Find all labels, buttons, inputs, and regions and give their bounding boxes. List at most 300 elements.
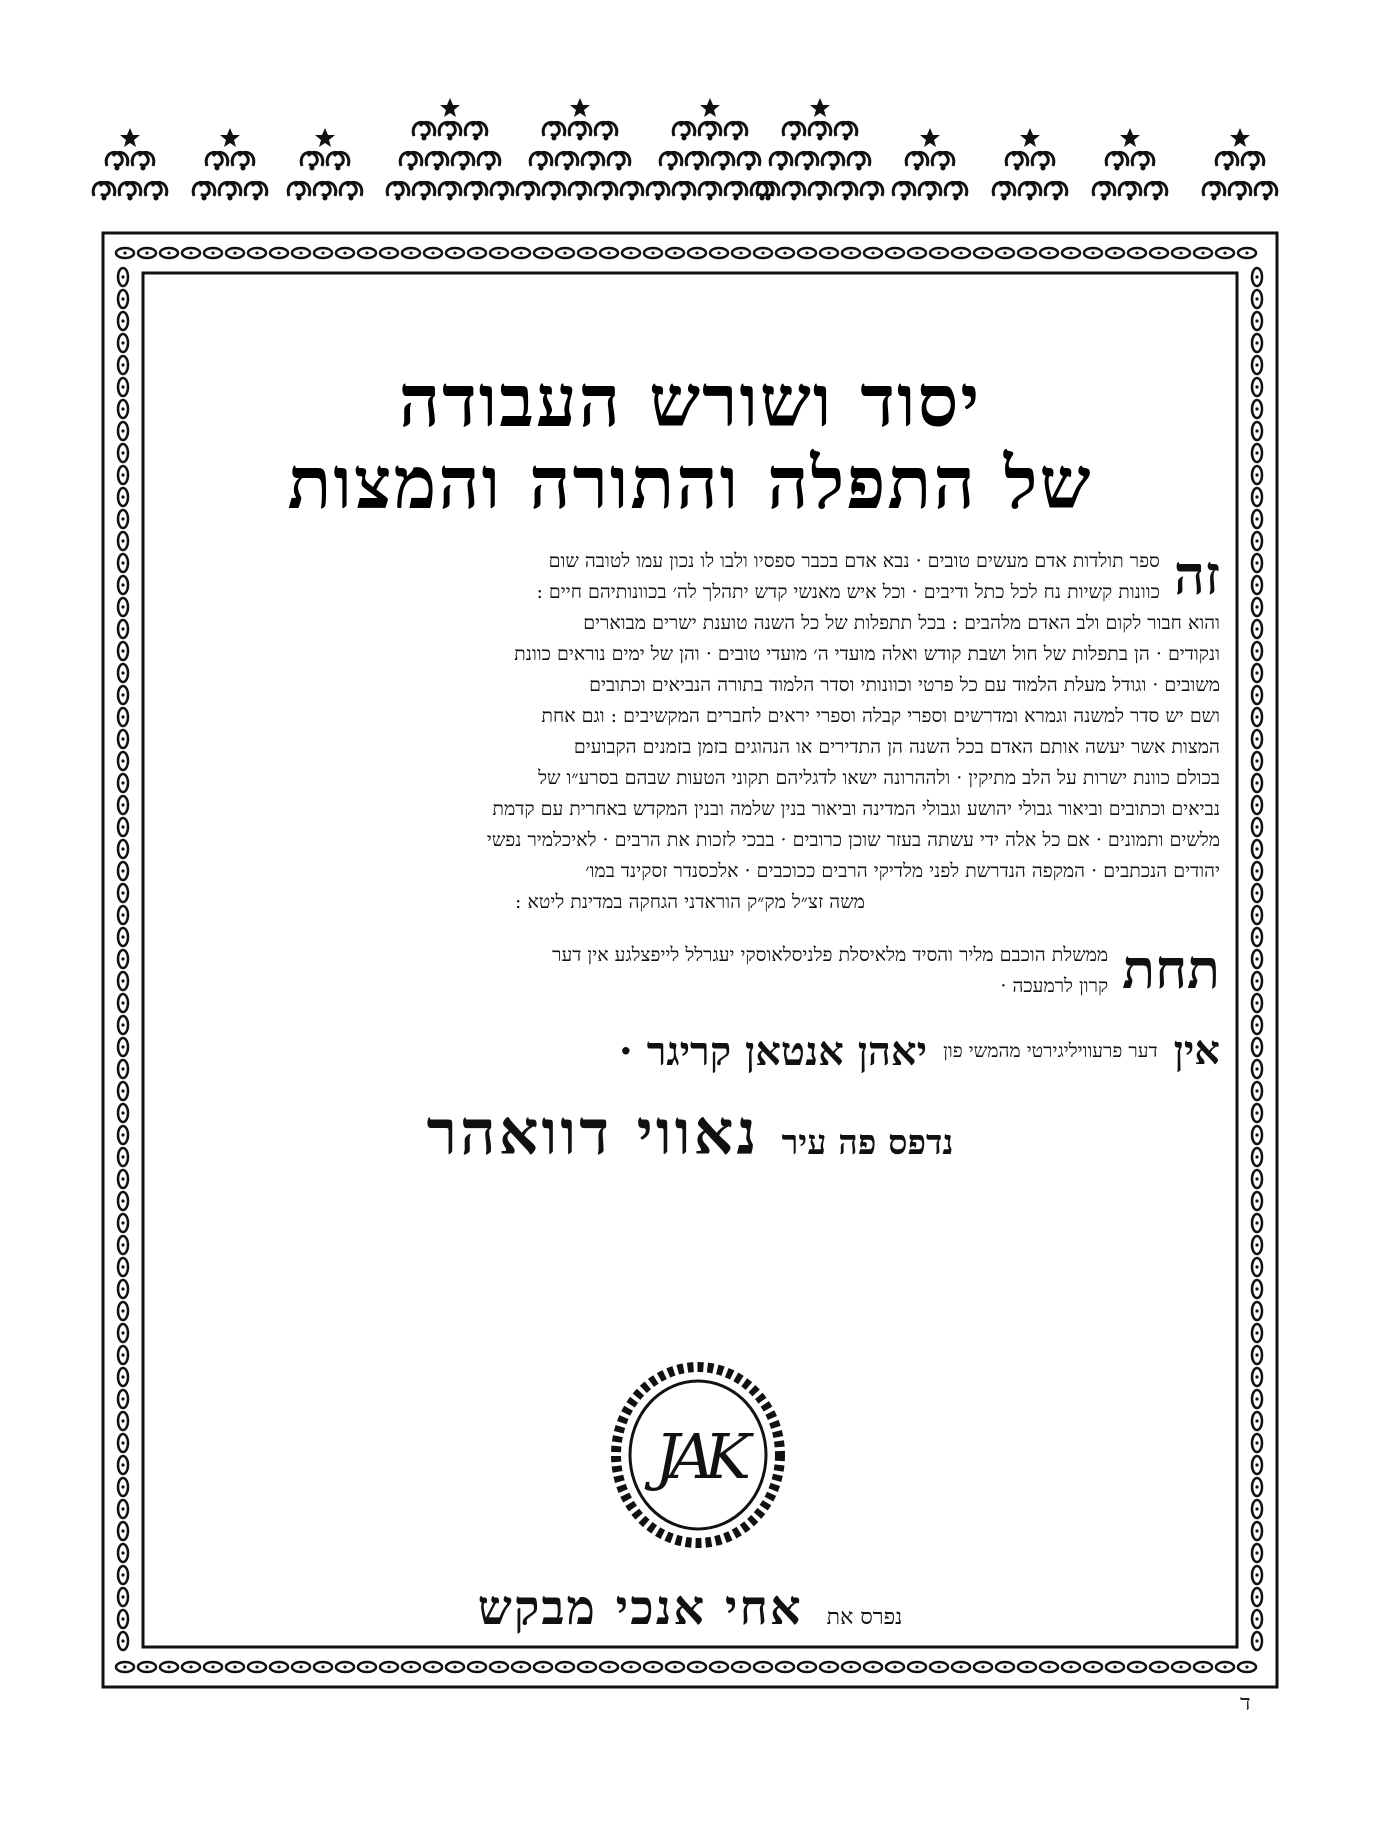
chain-dot <box>1255 319 1258 322</box>
scroll-flourish <box>301 152 323 170</box>
chain-dot <box>1255 891 1258 894</box>
chain-dot <box>1201 251 1204 254</box>
intro-line: כוונות קשיות נח לכל כתל ודיבים · וכל איש מאנשי קדש יתהלך לה׳ בכוונותיהם חיים : <box>536 581 1160 604</box>
chain-dot <box>167 251 170 254</box>
chain-dot <box>121 649 124 652</box>
chain-dot <box>121 275 124 278</box>
chain-dot <box>695 1665 698 1668</box>
signature-mark: ד <box>1240 1691 1251 1716</box>
intro-line: בכולם כוונת ישרות על הלב מתיקין · ולההרונה ישאו לדגליהם תקוני הטעות שבהם בסרע״ו של <box>538 767 1220 790</box>
publisher-initial-word: אין <box>1173 1027 1220 1075</box>
chain-dot <box>1255 1375 1258 1378</box>
chain-dot <box>1255 869 1258 872</box>
colophon-small-text: נפרס את <box>826 1605 903 1630</box>
chain-dot <box>739 1665 742 1668</box>
chain-dot <box>1255 1177 1258 1180</box>
chain-dot <box>145 251 148 254</box>
scroll-flourish <box>1216 152 1238 170</box>
chain-dot <box>849 1665 852 1668</box>
scroll-flourish <box>1242 152 1264 170</box>
chain-dot <box>585 1665 588 1668</box>
scroll-flourish <box>686 152 708 170</box>
chain-dot <box>189 251 192 254</box>
chain-dot <box>1255 715 1258 718</box>
scroll-flourish <box>1045 182 1067 200</box>
chain-dot <box>1255 1221 1258 1224</box>
chain-dot <box>121 407 124 410</box>
chain-dot <box>121 297 124 300</box>
chain-dot <box>673 1665 676 1668</box>
dedication-line: קרון לרמעכה · <box>1000 975 1109 998</box>
chain-dot <box>121 627 124 630</box>
chain-dot <box>321 251 324 254</box>
star-ornament <box>810 98 830 117</box>
scroll-flourish <box>595 182 617 200</box>
star-ornament <box>570 98 590 117</box>
chain-dot <box>145 1665 148 1668</box>
scroll-flourish <box>543 182 565 200</box>
chain-dot <box>121 1463 124 1466</box>
title-line-1: יסוד ושורש העבודה <box>398 358 982 443</box>
chain-dot <box>519 251 522 254</box>
chain-dot <box>453 251 456 254</box>
chain-dot <box>1255 1617 1258 1620</box>
scroll-flourish <box>106 152 128 170</box>
printed-city: נאווי דוואהר <box>426 1096 760 1170</box>
chain-dot <box>1135 1665 1138 1668</box>
chain-dot <box>121 715 124 718</box>
chain-dot <box>121 693 124 696</box>
chain-dot <box>1255 517 1258 520</box>
chain-dot <box>121 583 124 586</box>
chain-dot <box>121 517 124 520</box>
chain-dot <box>121 1331 124 1334</box>
chain-dot <box>1255 1419 1258 1422</box>
chain-dot <box>121 1155 124 1158</box>
chain-dot <box>959 251 962 254</box>
chain-dot <box>1255 913 1258 916</box>
chain-dot <box>475 1665 478 1668</box>
chain-dot <box>121 1177 124 1180</box>
scroll-flourish <box>465 122 487 140</box>
scroll-flourish <box>439 122 461 140</box>
chain-dot <box>1255 1155 1258 1158</box>
chain-dot <box>849 251 852 254</box>
scroll-flourish <box>738 152 760 170</box>
scroll-flourish <box>193 182 215 200</box>
chain-dot <box>1255 1639 1258 1642</box>
chain-dot <box>1255 451 1258 454</box>
chain-dot <box>453 1665 456 1668</box>
star-ornament <box>120 128 140 147</box>
chain-dot <box>1135 251 1138 254</box>
chain-dot <box>1255 1485 1258 1488</box>
chain-dot <box>121 847 124 850</box>
chain-dot <box>121 1419 124 1422</box>
crown-ornament <box>70 40 1330 230</box>
chain-dot <box>783 251 786 254</box>
scroll-flourish <box>569 182 591 200</box>
scroll-flourish <box>725 182 747 200</box>
scroll-flourish <box>621 182 643 200</box>
chain-dot <box>805 1665 808 1668</box>
star-ornament <box>700 98 720 117</box>
star-ornament <box>1020 128 1040 147</box>
chain-dot <box>497 251 500 254</box>
intro-line: ספר תולדות אדם מעשים טובים · נבא אדם בכבר ספסיו ולבו לו נכון עמו לטובה שום <box>548 550 1160 573</box>
chain-dot <box>121 759 124 762</box>
chain-dot <box>1255 429 1258 432</box>
chain-dot <box>1255 1529 1258 1532</box>
chain-dot <box>1255 363 1258 366</box>
scroll-flourish <box>1145 182 1167 200</box>
scroll-flourish <box>569 122 591 140</box>
scroll-flourish <box>145 182 167 200</box>
chain-dot <box>121 1309 124 1312</box>
chain-dot <box>299 1665 302 1668</box>
star-ornament <box>920 128 940 147</box>
publisher-line <box>150 1024 1230 1078</box>
chain-dot <box>211 1665 214 1668</box>
chain-dot <box>1069 251 1072 254</box>
scroll-flourish <box>452 152 474 170</box>
chain-dot <box>1255 781 1258 784</box>
scroll-flourish <box>893 182 915 200</box>
monogram-letters: JAK <box>655 1420 741 1493</box>
scroll-flourish <box>206 152 228 170</box>
chain-dot <box>1255 737 1258 740</box>
intro-line: נביאים וכתובים וביאור גבולי יהושע וגבולי המדינה וביאור בנין שלמה ובנין המקדש באחרית עם קדמת <box>492 798 1220 821</box>
scroll-flourish <box>1093 182 1115 200</box>
scroll-flourish <box>822 152 844 170</box>
chain-dot <box>827 251 830 254</box>
chain-dot <box>121 363 124 366</box>
chain-dot <box>651 251 654 254</box>
chain-dot <box>387 251 390 254</box>
chain-dot <box>365 251 368 254</box>
scroll-flourish <box>1255 182 1277 200</box>
scroll-flourish <box>725 122 747 140</box>
chain-dot <box>1255 1595 1258 1598</box>
scroll-flourish <box>288 182 310 200</box>
chain-dot <box>121 539 124 542</box>
chain-dot <box>475 251 478 254</box>
chain-dot <box>937 1665 940 1668</box>
chain-dot <box>1255 1441 1258 1444</box>
chain-dot <box>123 251 126 254</box>
intro-line: ונקודים · הן בתפלות של חול ושבת קודש ואלה מועדי ה׳ מועדי טובים · והן של ימים נוראים כוונת <box>514 643 1220 666</box>
scroll-flourish <box>712 152 734 170</box>
chain-dot <box>121 451 124 454</box>
chain-dot <box>1201 1665 1204 1668</box>
chain-dot <box>893 251 896 254</box>
chain-dot <box>121 1243 124 1246</box>
title-line-2: של התפלה והתורה והמצות <box>287 439 1093 525</box>
chain-dot <box>739 251 742 254</box>
chain-dot <box>121 1133 124 1136</box>
chain-dot <box>299 251 302 254</box>
scroll-flourish <box>906 152 928 170</box>
scroll-flourish <box>232 152 254 170</box>
scroll-flourish <box>595 122 617 140</box>
chain-dot <box>233 1665 236 1668</box>
chain-dot <box>1157 251 1160 254</box>
chain-dot <box>121 1529 124 1532</box>
chain-dot <box>1255 385 1258 388</box>
scroll-flourish <box>219 182 241 200</box>
scroll-flourish <box>314 182 336 200</box>
chain-dot <box>1255 1507 1258 1510</box>
chain-dot <box>695 251 698 254</box>
chain-dot <box>607 1665 610 1668</box>
chain-dot <box>1025 251 1028 254</box>
chain-dot <box>321 1665 324 1668</box>
chain-dot <box>233 251 236 254</box>
scroll-flourish <box>543 122 565 140</box>
chain-dot <box>121 913 124 916</box>
scroll-flourish <box>530 152 552 170</box>
chain-dot <box>1113 251 1116 254</box>
chain-dot <box>1255 1397 1258 1400</box>
chain-dot <box>717 251 720 254</box>
chain-dot <box>1255 1001 1258 1004</box>
chain-dot <box>431 251 434 254</box>
chain-dot <box>1255 495 1258 498</box>
scroll-flourish <box>861 182 883 200</box>
chain-dot <box>387 1665 390 1668</box>
chain-dot <box>121 1067 124 1070</box>
publisher-privilege-text: דער פרעוויליגירטי מהמשי פון <box>943 1039 1158 1062</box>
chain-dot <box>1255 627 1258 630</box>
intro-line: יהודים הנכתבים · המקפה הנדרשת לפני מלדיקי הרבים ככוכבים · אלכסנדר זסקינד במו׳ <box>585 860 1220 883</box>
star-ornament <box>220 128 240 147</box>
scroll-flourish <box>1019 182 1041 200</box>
chain-dot <box>1255 1199 1258 1202</box>
chain-dot <box>343 1665 346 1668</box>
chain-dot <box>1255 583 1258 586</box>
scroll-flourish <box>673 182 695 200</box>
intro-initial-word: זה <box>1173 543 1220 608</box>
chain-dot <box>121 891 124 894</box>
printed-in-text: נדפס פה עיר <box>781 1123 954 1164</box>
scroll-flourish <box>465 182 487 200</box>
scroll-flourish <box>848 152 870 170</box>
dedication-paragraph <box>160 937 1220 1002</box>
chain-dot <box>365 1665 368 1668</box>
chain-dot <box>1255 1067 1258 1070</box>
chain-dot <box>189 1665 192 1668</box>
chain-dot <box>1091 1665 1094 1668</box>
chain-dot <box>1255 1573 1258 1576</box>
chain-dot <box>1255 1111 1258 1114</box>
chain-dot <box>1255 297 1258 300</box>
scroll-flourish <box>770 152 792 170</box>
chain-dot <box>651 1665 654 1668</box>
chain-dot <box>1255 605 1258 608</box>
chain-dot <box>1255 803 1258 806</box>
chain-dot <box>1069 1665 1072 1668</box>
chain-dot <box>409 251 412 254</box>
scroll-flourish <box>119 182 141 200</box>
chain-dot <box>123 1665 126 1668</box>
scroll-flourish <box>783 182 805 200</box>
chain-dot <box>121 671 124 674</box>
scroll-flourish <box>1032 152 1054 170</box>
chain-dot <box>121 1639 124 1642</box>
scroll-flourish <box>413 122 435 140</box>
scroll-flourish <box>608 152 630 170</box>
chain-dot <box>1255 1243 1258 1246</box>
chain-dot <box>1245 251 1248 254</box>
chain-dot <box>121 1023 124 1026</box>
chain-dot <box>121 1551 124 1554</box>
chain-dot <box>255 251 258 254</box>
chain-dot <box>121 1617 124 1620</box>
chain-dot <box>121 385 124 388</box>
chain-dot <box>1255 1309 1258 1312</box>
chain-dot <box>1047 1665 1050 1668</box>
chain-dot <box>121 1287 124 1290</box>
chain-dot <box>893 1665 896 1668</box>
chain-dot <box>717 1665 720 1668</box>
chain-dot <box>761 1665 764 1668</box>
chain-dot <box>761 251 764 254</box>
colophon-line <box>150 1580 1230 1636</box>
chain-dot <box>343 251 346 254</box>
scroll-flourish <box>400 152 422 170</box>
chain-dot <box>1003 1665 1006 1668</box>
chain-dot <box>1255 1463 1258 1466</box>
chain-dot <box>1255 759 1258 762</box>
scroll-flourish <box>1203 182 1225 200</box>
chain-dot <box>121 429 124 432</box>
scroll-flourish <box>699 182 721 200</box>
chain-dot <box>121 1397 124 1400</box>
chain-dot <box>1179 251 1182 254</box>
scroll-flourish <box>93 182 115 200</box>
scroll-flourish <box>660 152 682 170</box>
chain-dot <box>563 1665 566 1668</box>
chain-dot <box>827 1665 830 1668</box>
chain-dot <box>1255 847 1258 850</box>
chain-dot <box>981 1665 984 1668</box>
chain-dot <box>1255 561 1258 564</box>
chain-dot <box>585 251 588 254</box>
chain-dot <box>1255 693 1258 696</box>
chain-dot <box>915 251 918 254</box>
chain-dot <box>1255 825 1258 828</box>
chain-dot <box>121 781 124 784</box>
title-page <box>150 275 1230 1655</box>
chain-dot <box>121 1001 124 1004</box>
scroll-flourish <box>426 152 448 170</box>
star-ornament <box>1120 128 1140 147</box>
intro-line: והוא חבור לקום ולב האדם מלהבים : בכל תתפלות של כל השנה טוענת ישרים מבוארים <box>583 612 1220 635</box>
chain-dot <box>1091 251 1094 254</box>
chain-dot <box>121 825 124 828</box>
chain-dot <box>519 1665 522 1668</box>
chain-dot <box>121 803 124 806</box>
chain-dot <box>277 251 280 254</box>
chain-dot <box>121 561 124 564</box>
chain-dot <box>121 1045 124 1048</box>
chain-dot <box>1255 1089 1258 1092</box>
chain-dot <box>1255 1023 1258 1026</box>
chain-dot <box>1157 1665 1160 1668</box>
chain-dot <box>121 1089 124 1092</box>
scroll-flourish <box>1119 182 1141 200</box>
chain-dot <box>1223 1665 1226 1668</box>
chain-dot <box>409 1665 412 1668</box>
chain-dot <box>1255 341 1258 344</box>
scroll-flourish <box>1106 152 1128 170</box>
star-ornament <box>315 128 335 147</box>
chain-dot <box>121 957 124 960</box>
chain-dot <box>121 1265 124 1268</box>
intro-line: המצות אשר יעשה אותם האדם בכל השנה הן התדירים או הנהוגים בזמן בזמנים הקבועים <box>573 736 1220 759</box>
chain-dot <box>121 1485 124 1488</box>
chain-dot <box>121 869 124 872</box>
scroll-flourish <box>132 152 154 170</box>
chain-dot <box>541 251 544 254</box>
chain-dot <box>1255 407 1258 410</box>
scroll-flourish <box>1132 152 1154 170</box>
chain-dot <box>121 495 124 498</box>
chain-dot <box>1255 1331 1258 1334</box>
scroll-flourish <box>1229 182 1251 200</box>
scroll-flourish <box>673 122 695 140</box>
intro-line: ושם יש סדר למשנה וגמרא ומדרשים וספרי קבלה וספרי יראים לחברים המקשיבים : וגם אחת <box>541 705 1220 728</box>
chain-dot <box>937 251 940 254</box>
chain-dot <box>211 251 214 254</box>
scroll-flourish <box>387 182 409 200</box>
chain-dot <box>563 251 566 254</box>
chain-dot <box>1255 473 1258 476</box>
chain-dot <box>1255 275 1258 278</box>
chain-dot <box>1255 671 1258 674</box>
chain-dot <box>255 1665 258 1668</box>
chain-dot <box>959 1665 962 1668</box>
intro-closing-line: משה זצ״ל מק״ק הוראדני הגחקה במדינת ליטא : <box>515 891 865 914</box>
chain-dot <box>1255 649 1258 652</box>
chain-dot <box>1255 1265 1258 1268</box>
scroll-flourish <box>835 182 857 200</box>
chain-dot <box>981 251 984 254</box>
scroll-flourish <box>439 182 461 200</box>
chain-dot <box>541 1665 544 1668</box>
chain-dot <box>497 1665 500 1668</box>
chain-dot <box>1255 1133 1258 1136</box>
chain-dot <box>121 1595 124 1598</box>
scroll-flourish <box>835 122 857 140</box>
scroll-flourish <box>699 122 721 140</box>
chain-dot <box>783 1665 786 1668</box>
chain-dot <box>1113 1665 1116 1668</box>
star-ornament <box>440 98 460 117</box>
chain-dot <box>121 1441 124 1444</box>
scroll-flourish <box>517 182 539 200</box>
colophon-motto: אחי אנכי מבקש <box>477 1580 803 1636</box>
chain-dot <box>1179 1665 1182 1668</box>
chain-dot <box>121 1199 124 1202</box>
chain-dot <box>1255 957 1258 960</box>
chain-dot <box>277 1665 280 1668</box>
scroll-flourish <box>478 152 500 170</box>
chain-dot <box>121 737 124 740</box>
chain-dot <box>1255 1045 1258 1048</box>
chain-dot <box>805 251 808 254</box>
chain-dot <box>431 1665 434 1668</box>
